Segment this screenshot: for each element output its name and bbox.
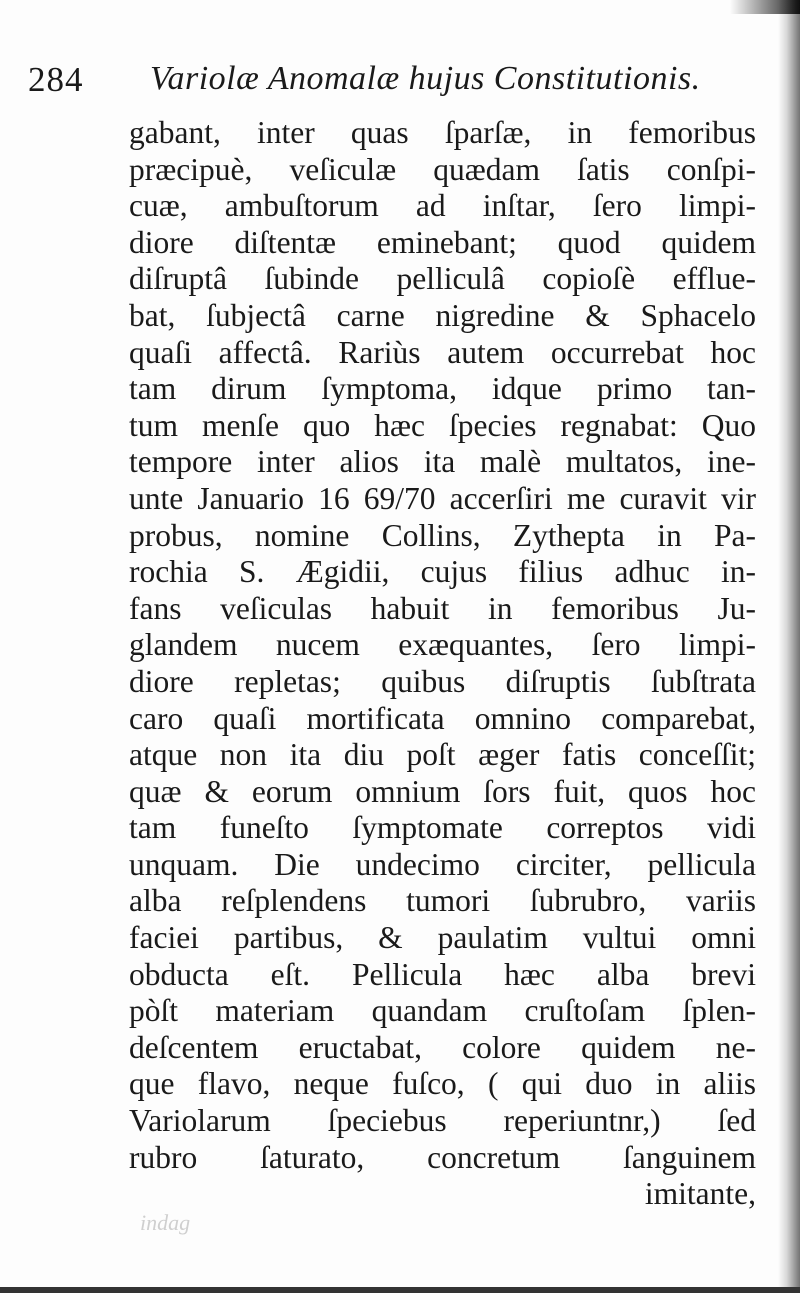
text-line: rochia S. Ægidii, cujus filius adhuc in- — [129, 554, 756, 590]
text-line: præcipuè, veſiculæ quædam ſatis conſpi- — [129, 151, 756, 187]
text-line: faciei partibus, & paulatim vultui omni — [129, 920, 756, 956]
text-line-final: imitante, — [644, 1176, 756, 1212]
text-line: diore diſtentæ eminebant; quod quidem — [129, 224, 756, 260]
running-head: Variolæ Anomalæ hujus Constitutionis. — [150, 60, 701, 97]
page-edge-shadow — [778, 0, 800, 1293]
page-edge-bottom — [0, 1287, 800, 1293]
text-line: quæ & eorum omnium ſors fuit, quos hoc — [129, 773, 756, 809]
text-line: quaſi affectâ. Rariùs autem occurrebat hoc — [129, 334, 756, 370]
text-line: atque non ita diu poſt æger fatis conceſſit; — [129, 737, 756, 773]
text-line: alba reſplendens tumori ſubrubro, variis — [129, 883, 756, 919]
text-line: probus, nomine Collins, Zythepta in Pa- — [129, 517, 756, 553]
text-line: rubro ſaturato, concretum ſanguinem — [129, 1139, 756, 1175]
text-line: Variolarum ſpeciebus reperiuntnr,) ſed — [129, 1103, 756, 1139]
text-line: que flavo, neque fuſco, ( qui duo in aliis — [129, 1066, 756, 1102]
text-line: fans veſiculas habuit in femoribus Ju- — [129, 590, 756, 626]
text-line: unquam. Die undecimo circiter, pellicula — [129, 846, 756, 882]
text-line: diſruptâ ſubinde pelliculâ copioſè efflue- — [129, 261, 756, 297]
text-line: unte Januario 16 69/70 accerſiri me curavit vir — [129, 480, 756, 516]
text-line: caro quaſi mortificata omnino comparebat, — [129, 700, 756, 736]
text-line: cuæ, ambuſtorum ad inſtar, ſero limpi- — [129, 188, 756, 224]
text-line: tam dirum ſymptoma, idque primo tan- — [129, 371, 756, 407]
text-line: bat, ſubjectâ carne nigredine & Sphacelo — [129, 297, 756, 333]
bleed-through-text: indag — [140, 1210, 191, 1235]
text-line: gabant, inter quas ſparſæ, in femoribus — [129, 115, 756, 150]
text-line: obducta eſt. Pellicula hæc alba brevi — [129, 956, 756, 992]
text-line: tum menſe quo hæc ſpecies regnabat: Quo — [129, 407, 756, 443]
text-line: tam funeſto ſymptomate correptos vidi — [129, 810, 756, 846]
text-line: pòſt materiam quandam cruſtoſam ſplen- — [129, 993, 756, 1029]
text-line: glandem nucem exæquantes, ſero limpi- — [129, 627, 756, 663]
text-line: tempore inter alios ita malè multatos, ine- — [129, 444, 756, 480]
page-number: 284 — [28, 60, 84, 99]
text-line: deſcentem eructabat, colore quidem ne- — [129, 1029, 756, 1065]
text-line: diore repletas; quibus diſruptis ſubſtrata — [129, 663, 756, 699]
body-text — [129, 115, 756, 1213]
